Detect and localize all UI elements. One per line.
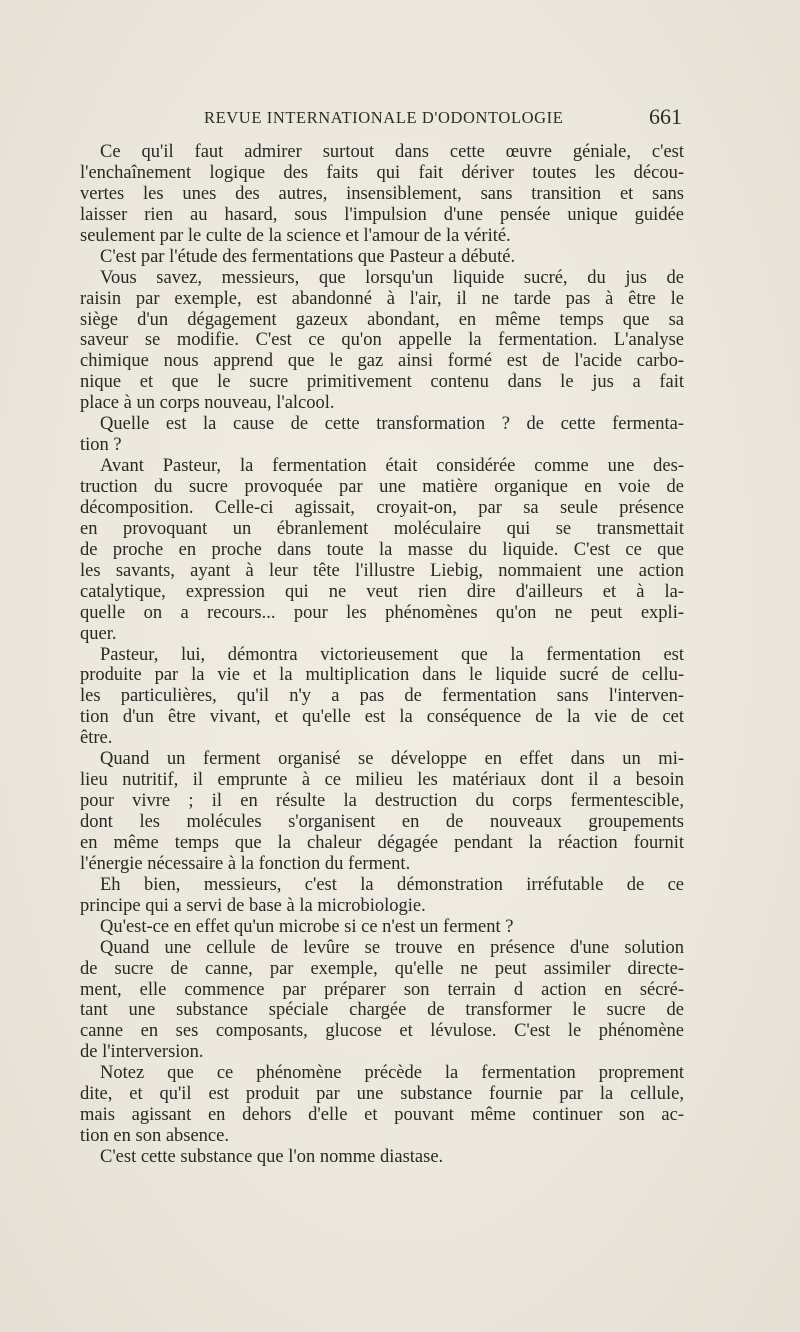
text-line: tion d'un être vivant, et qu'elle est la conséquence de la vie de cet [80, 707, 684, 728]
text-line: les particulières, qu'il n'y a pas de fermentation sans l'interven- [80, 686, 684, 707]
text-line: de proche en proche dans toute la masse du liquide. C'est ce que [80, 539, 684, 560]
body-text [80, 142, 684, 1168]
text-line: en provoquant un ébranlement moléculaire qui se transmettait [80, 518, 684, 539]
text-line: lieu nutritif, il emprunte à ce milieu les matériaux dont il a besoin [80, 770, 684, 791]
text-line: chimique nous apprend que le gaz ainsi formé est de l'acide carbo- [80, 351, 684, 372]
text-line: place à un corps nouveau, l'alcool. [80, 393, 335, 414]
text-line: de sucre de canne, par exemple, qu'elle ne peut assimiler directe- [80, 958, 684, 979]
text-line: Eh bien, messieurs, c'est la démonstration irréfutable de ce [100, 874, 684, 895]
text-line: Quelle est la cause de cette transformation ? de cette fermenta- [100, 414, 684, 435]
text-line: dont les molécules s'organisent en de nouveaux groupements [80, 812, 684, 832]
paragraph [80, 645, 684, 750]
text-line: en même temps que la chaleur dégagée pendant la réaction fournit [80, 832, 684, 853]
paragraph [80, 268, 684, 415]
text-line: Ce qu'il faut admirer surtout dans cette œuvre géniale, c'est [100, 142, 684, 162]
text-line: seulement par le culte de la science et l'amour de la vérité. [80, 225, 511, 246]
text-line: l'énergie nécessaire à la fonction du ferment. [80, 853, 411, 874]
text-line: tion en son absence. [80, 1126, 229, 1147]
text-line: les savants, ayant à leur tête l'illustre Liebig, nommaient une action [80, 560, 684, 581]
text-line: dite, et qu'il est produit par une substance fournie par la cellule, [80, 1084, 684, 1105]
text-line: C'est par l'étude des fermentations que Pasteur a débuté. [100, 246, 516, 267]
paragraph [80, 749, 684, 875]
text-line: raisin par exemple, est abandonné à l'air, il ne tarde pas à être le [80, 288, 684, 309]
paragraph [80, 1063, 684, 1147]
text-line: ment, elle commence par préparer son terrain d action en sécré- [80, 979, 684, 1000]
paragraph [80, 875, 684, 917]
text-line: l'enchaînement logique des faits qui fait dériver toutes les décou- [80, 162, 684, 183]
text-line: Quand un ferment organisé se développe en effet dans un mi- [100, 749, 684, 770]
text-line: vertes les unes des autres, insensiblement, sans transition et sans [80, 183, 684, 204]
text-line: canne en ses composants, glucose et lévulose. C'est le phénomène [80, 1021, 684, 1042]
text-line: quer. [80, 623, 117, 644]
paragraph [80, 1147, 684, 1168]
text-line: truction du sucre provoquée par une matière organique en voie de [80, 477, 684, 497]
page-number: 661 [649, 104, 682, 129]
text-line: tant une substance spéciale chargée de transformer le sucre de [80, 1000, 684, 1021]
text-line: produite par la vie et la multiplication dans le liquide sucré de cellu- [80, 665, 684, 686]
text-line: Vous savez, messieurs, que lorsqu'un liquide sucré, du jus de [100, 267, 684, 288]
text-line: catalytique, expression qui ne veut rien dire d'ailleurs et à la- [80, 581, 684, 602]
paragraph [80, 247, 684, 268]
text-line: quelle on a recours... pour les phénomènes qu'on ne peut expli- [80, 602, 684, 623]
paragraph [80, 456, 684, 644]
paragraph [80, 414, 684, 456]
text-line: siège d'un dégagement gazeux abondant, en même temps que sa [80, 309, 684, 330]
paragraph [80, 938, 684, 1064]
text-line: Pasteur, lui, démontra victorieusement que la fermentation est [100, 644, 684, 665]
text-line: être. [80, 728, 113, 749]
text-line: laisser rien au hasard, sous l'impulsion d'une pensée unique guidée [80, 204, 684, 225]
text-line: principe qui a servi de base à la microbiologie. [80, 895, 426, 916]
paragraph [80, 142, 684, 247]
text-line: Qu'est-ce en effet qu'un microbe si ce n'est un ferment ? [100, 916, 514, 937]
paragraph [80, 917, 684, 938]
text-line: tion ? [80, 435, 122, 456]
running-title: REVUE INTERNATIONALE D'ODONTOLOGIE [204, 108, 564, 127]
text-line: Notez que ce phénomène précède la fermentation proprement [100, 1063, 684, 1084]
text-line: décomposition. Celle-ci agissait, croyait-on, par sa seule présence [80, 497, 684, 518]
text-line: C'est cette substance que l'on nomme diastase. [100, 1147, 444, 1167]
text-line: nique et que le sucre primitivement contenu dans le jus a fait [80, 372, 684, 393]
text-line: mais agissant en dehors d'elle et pouvant même continuer son ac- [80, 1105, 684, 1126]
text-line: Avant Pasteur, la fermentation était considérée comme une des- [100, 456, 684, 477]
running-head [204, 104, 682, 134]
text-line: pour vivre ; il en résulte la destruction du corps fermentescible, [80, 791, 684, 812]
text-line: Quand une cellule de levûre se trouve en présence d'une solution [100, 937, 684, 958]
text-line: de l'interversion. [80, 1042, 204, 1063]
text-line: saveur se modifie. C'est ce qu'on appelle la fermentation. L'analyse [80, 330, 684, 351]
